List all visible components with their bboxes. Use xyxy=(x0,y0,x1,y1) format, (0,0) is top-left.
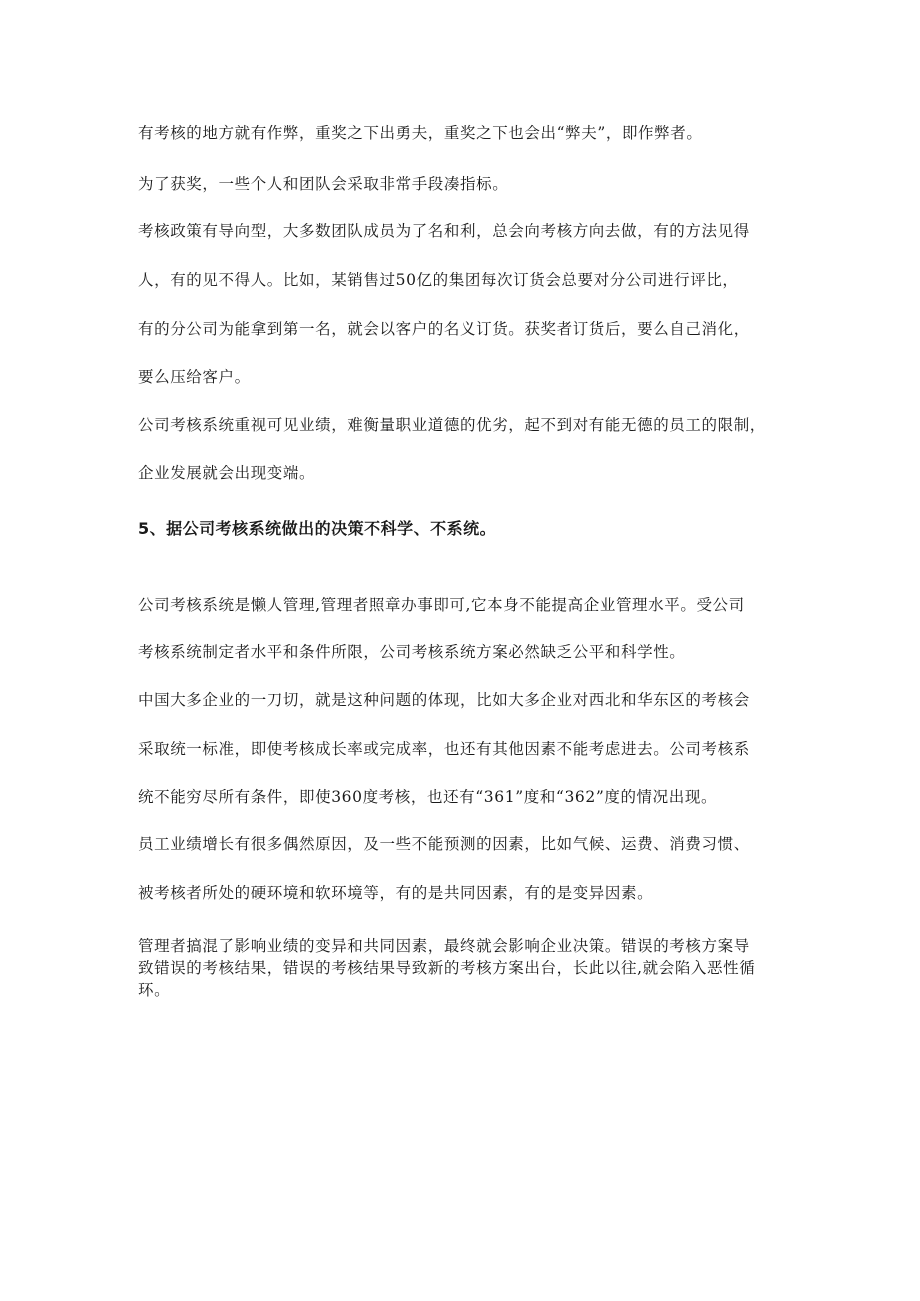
paragraph-8-line-2: 致错误的考核结果，错误的考核结果导致新的考核方案出台，长此以往,就会陷入恶性循 xyxy=(138,959,756,977)
paragraph-3-line-4: 要么压给客户。 xyxy=(138,368,251,386)
section-heading-5: 5、据公司考核系统做出的决策不科学、不系统。 xyxy=(138,519,497,538)
paragraph-2-line-1: 为了获奖，一些个人和团队会采取非常手段凑指标。 xyxy=(138,175,509,193)
paragraph-3-line-3: 有的分公司为能拿到第一名，就会以客户的名义订货。获奖者订货后，要么自己消化， xyxy=(138,320,750,338)
paragraph-4-line-2: 企业发展就会出现变端。 xyxy=(138,464,316,482)
paragraph-4-line-1: 公司考核系统重视可见业绩，难衡量职业道德的优劣，起不到对有能无德的员工的限制， xyxy=(138,416,766,434)
paragraph-8 xyxy=(138,935,798,1001)
paragraph-7-line-1: 员工业绩增长有很多偶然原因，及一些不能预测的因素，比如气候、运费、消费习惯、 xyxy=(138,835,750,853)
paragraph-1-line-1: 有考核的地方就有作弊，重奖之下出勇夫，重奖之下也会出“弊夫”，即作弊者。 xyxy=(138,124,703,142)
paragraph-6-line-3: 统不能穷尽所有条件，即使360度考核，也还有“361”度和“362”度的情况出现。 xyxy=(138,788,718,806)
paragraph-5-line-1: 公司考核系统是懒人管理,管理者照章办事即可,它本身不能提高企业管理水平。受公司 xyxy=(138,596,745,614)
paragraph-8-line-1: 管理者搞混了影响业绩的变异和共同因素，最终就会影响企业决策。错误的考核方案导 xyxy=(138,937,750,955)
paragraph-6-line-2: 采取统一标准，即使考核成长率或完成率，也还有其他因素不能考虑进去。公司考核系 xyxy=(138,740,750,758)
paragraph-3-line-2: 人，有的见不得人。比如，某销售过50亿的集团每次订货会总要对分公司进行评比， xyxy=(138,271,739,289)
paragraph-7-line-2: 被考核者所处的硬环境和软环境等，有的是共同因素，有的是变异因素。 xyxy=(138,884,654,902)
paragraph-8-line-3: 环。 xyxy=(138,981,171,999)
paragraph-6-line-1: 中国大多企业的一刀切，就是这种问题的体现，比如大多企业对西北和华东区的考核会 xyxy=(138,691,750,709)
paragraph-5-line-2: 考核系统制定者水平和条件所限，公司考核系统方案必然缺乏公平和科学性。 xyxy=(138,643,686,661)
paragraph-3-line-1: 考核政策有导向型，大多数团队成员为了名和利，总会向考核方向去做，有的方法见得 xyxy=(138,222,750,240)
